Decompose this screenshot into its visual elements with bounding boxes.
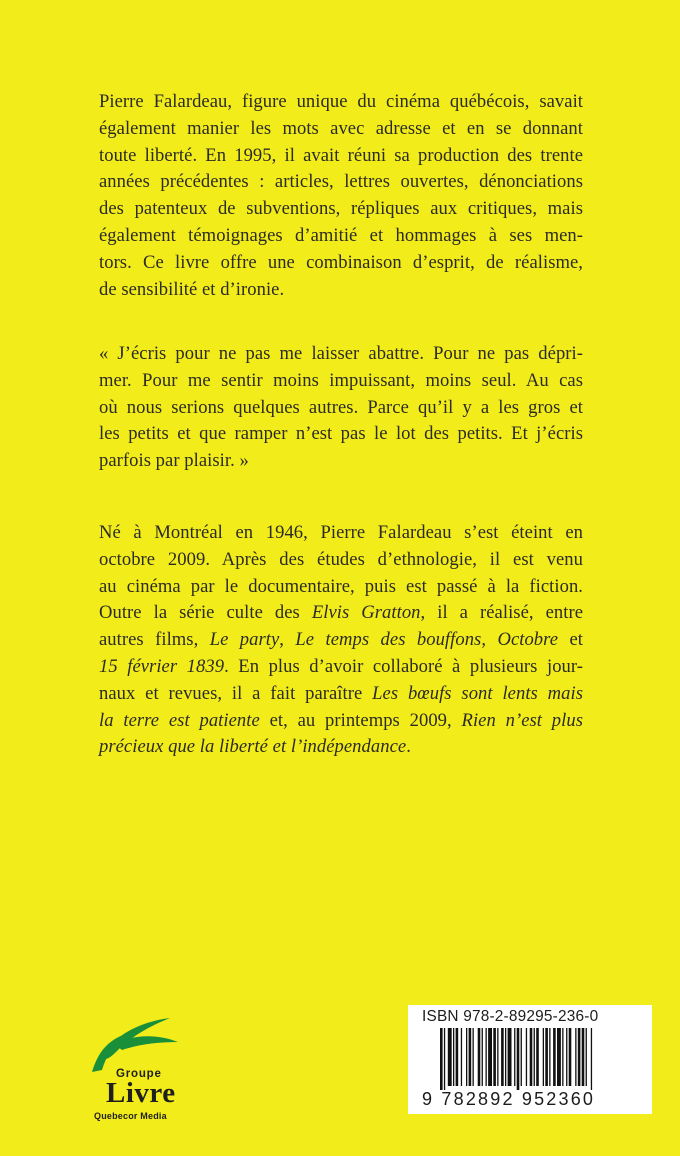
text-line: les petits et que ramper n’est pas le lot des petits. Et j’écris bbox=[99, 423, 583, 445]
barcode-bar bbox=[448, 1028, 452, 1086]
text-run: autres films, bbox=[99, 629, 210, 651]
barcode-bar bbox=[557, 1028, 561, 1086]
author-bio-paragraph bbox=[99, 520, 583, 761]
publisher-line-quebecor: Quebecor Media bbox=[94, 1111, 167, 1121]
barcode-icon bbox=[440, 1028, 636, 1090]
film-title: Le party bbox=[209, 629, 280, 651]
text-line bbox=[99, 734, 583, 761]
barcode-bar bbox=[453, 1028, 454, 1086]
barcode-digits: 9 782892 952360 bbox=[422, 1089, 596, 1109]
barcode-bar bbox=[461, 1028, 462, 1086]
text-line: tors. Ce livre offre une combinaison d’esprit, de réalisme, bbox=[99, 251, 583, 273]
barcode-bar bbox=[575, 1028, 576, 1086]
film-title: 15 février 1839 bbox=[99, 655, 225, 677]
barcode-bar bbox=[586, 1028, 587, 1086]
text-line: années précédentes : articles, lettres ouvertes, dénonciations bbox=[99, 171, 583, 193]
film-title: Le temps des bouffons bbox=[295, 629, 482, 651]
barcode-bar bbox=[505, 1028, 506, 1086]
text-run: , bbox=[481, 629, 498, 651]
text-line: mer. Pour me sentir moins impuissant, moins seul. Au cas bbox=[99, 369, 583, 391]
barcode-bar bbox=[534, 1028, 535, 1086]
book-title: précieux que la liberté et l’indépendance bbox=[99, 736, 407, 758]
barcode-bar bbox=[508, 1028, 512, 1086]
barcode-bar bbox=[482, 1028, 483, 1086]
book-title: la terre est patiente bbox=[99, 709, 260, 731]
text-line: Pierre Falardeau, figure unique du cinéma québécois, savait bbox=[99, 91, 583, 112]
publisher-line-groupe: Groupe bbox=[116, 1068, 162, 1080]
barcode-bar bbox=[478, 1028, 481, 1086]
book-title: Rien n’est plus bbox=[461, 709, 583, 731]
text-line bbox=[99, 627, 583, 654]
publisher-line-livre: Livre bbox=[106, 1077, 176, 1109]
text-line bbox=[99, 708, 583, 735]
isbn-label: ISBN 978-2-89295-236-0 bbox=[422, 1008, 599, 1025]
text-run: et bbox=[558, 629, 583, 651]
text-line: de sensibilité et d’ironie. bbox=[99, 278, 285, 300]
text-line: également témoignages d’amitié et hommages à ses men- bbox=[99, 224, 583, 246]
barcode-bar bbox=[549, 1028, 550, 1086]
barcode-bar bbox=[545, 1028, 548, 1086]
text-run: , il a réalisé, entre bbox=[420, 602, 583, 624]
text-line bbox=[99, 681, 583, 708]
barcode-bar bbox=[566, 1028, 567, 1086]
film-title: Elvis Gratton bbox=[311, 602, 421, 624]
film-title: Octobre bbox=[497, 629, 559, 651]
barcode-bar bbox=[440, 1028, 443, 1090]
text-run: Outre la série culte des bbox=[99, 602, 312, 624]
barcode-bar bbox=[469, 1028, 472, 1086]
barcode-bar bbox=[526, 1028, 527, 1086]
barcode-bar bbox=[562, 1028, 563, 1086]
text-line: toute liberté. En 1995, il avait réuni sa production des trente bbox=[99, 144, 583, 166]
text-line: également manier les mots avec adresse et en se donnant bbox=[99, 117, 583, 139]
text-run: et, au printemps 2009, bbox=[259, 709, 462, 731]
barcode-bar bbox=[501, 1028, 504, 1086]
barcode-bar bbox=[569, 1028, 572, 1086]
text-run: , bbox=[279, 629, 296, 651]
text-line: Né à Montréal en 1946, Pierre Falardeau s’est éteint en bbox=[99, 522, 583, 543]
barcode-bar bbox=[514, 1028, 515, 1086]
barcode-bar bbox=[521, 1028, 522, 1086]
text-run: naux et revues, il a fait paraître bbox=[99, 682, 373, 704]
summary-paragraph bbox=[99, 89, 583, 303]
barcode-bar bbox=[553, 1028, 556, 1086]
text-run: . bbox=[406, 736, 411, 758]
book-title: Les bœufs sont lents mais bbox=[372, 682, 583, 704]
barcode-bar bbox=[578, 1028, 581, 1086]
text-line bbox=[99, 600, 583, 627]
text-line: où nous serions quelques autres. Parce qu’il y a les gros et bbox=[99, 396, 583, 418]
quote-paragraph bbox=[99, 341, 583, 475]
barcode-panel bbox=[408, 1005, 652, 1114]
text-line: au cinéma par le documentaire, puis est passé à la fiction. bbox=[99, 575, 583, 597]
publisher-logo bbox=[74, 1000, 204, 1128]
barcode-bar bbox=[473, 1028, 474, 1086]
barcode-bar bbox=[517, 1028, 520, 1090]
barcode-bar bbox=[530, 1028, 533, 1086]
barcode-bar bbox=[493, 1028, 496, 1086]
barcode-bar bbox=[591, 1028, 592, 1090]
barcode-bar bbox=[536, 1028, 539, 1086]
barcode-bar bbox=[466, 1028, 467, 1086]
barcode-bar bbox=[497, 1028, 498, 1086]
text-line: octobre 2009. Après des études d’ethnologie, il est venu bbox=[99, 548, 583, 570]
barcode-bar bbox=[543, 1028, 544, 1086]
text-line: « J’écris pour ne pas me laisser abattre. Pour ne pas dépri- bbox=[99, 343, 583, 364]
barcode-bar bbox=[488, 1028, 492, 1086]
text-line bbox=[99, 654, 583, 681]
text-line: parfois par plaisir. » bbox=[99, 450, 249, 472]
text-line: des patenteux de subventions, répliques aux critiques, mais bbox=[99, 198, 583, 220]
barcode-bar bbox=[486, 1028, 487, 1086]
barcode-bar bbox=[582, 1028, 585, 1086]
barcode-bar bbox=[444, 1028, 445, 1090]
text-run: . En plus d’avoir collaboré à plusieurs jour- bbox=[224, 655, 583, 677]
barcode-bar bbox=[456, 1028, 459, 1086]
